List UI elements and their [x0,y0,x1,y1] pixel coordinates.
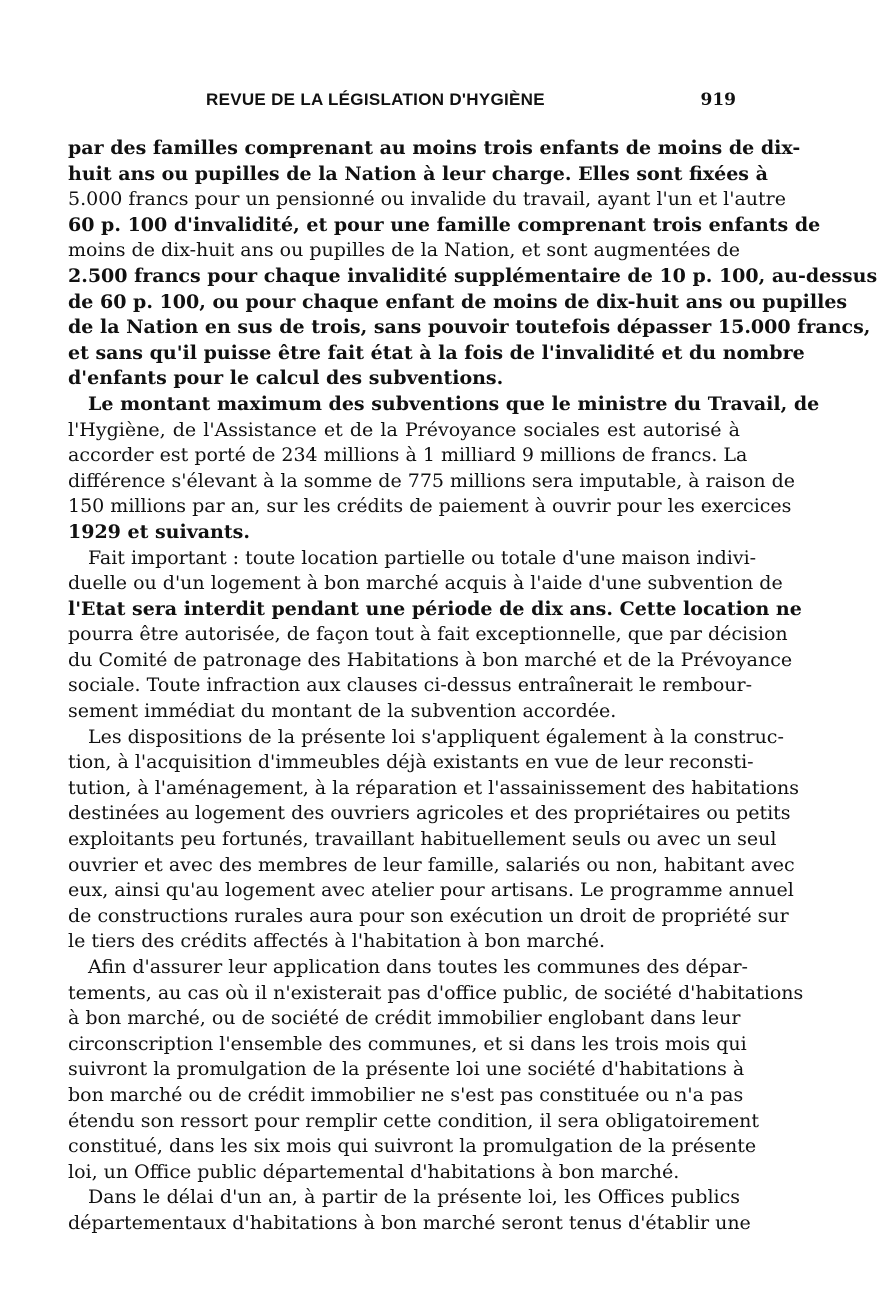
text-line: de constructions rurales aura pour son exécution un droit de propriété sur [68,904,789,927]
text-line: sement immédiat du montant de la subvention accordée. [68,700,617,723]
running-header [68,90,740,118]
text-line: circonscription l'ensemble des communes, et si dans les trois mois qui [68,1032,747,1055]
text-line: le tiers des crédits affectés à l'habitation à bon marché. [68,930,606,953]
text-line: bon marché ou de crédit immobilier ne s'est pas constituée ou n'a pas [68,1083,744,1106]
text-line: exploitants peu fortunés, travaillant habituellement seuls ou avec un seul [68,828,777,851]
text-line: de 60 p. 100, ou pour chaque enfant de moins de dix-huit ans ou pupilles [68,290,848,313]
text-line: départementaux d'habitations à bon marché seront tenus d'établir une [68,1211,751,1234]
text-line: 2.500 francs pour chaque invalidité supplémentaire de 10 p. 100, au-dessus [68,264,877,287]
text-line: constitué, dans les six mois qui suivront la promulgation de la présente [68,1135,757,1158]
text-line: Afin d'assurer leur application dans toutes les communes des dépar- [88,956,748,978]
text-line: différence s'élevant à la somme de 775 millions sera imputable, à raison de [68,469,796,492]
text-line: loi, un Office public départemental d'habitations à bon marché. [68,1160,680,1183]
text-line: Dans le délai d'un an, à partir de la présente loi, les Offices publics [88,1186,740,1209]
text-line: Les dispositions de la présente loi s'appliquent également à la construc- [88,725,784,748]
text-line: 150 millions par an, sur les crédits de paiement à ouvrir pour les exercices [68,495,792,518]
text-line: ouvrier et avec des membres de leur famille, salariés ou non, habitant avec [68,853,795,876]
text-line: 60 p. 100 d'invalidité, et pour une famille comprenant trois enfants de [68,213,821,236]
text-line: pourra être autorisée, de façon tout à fait exceptionnelle, que par décision [68,623,788,646]
text-line: 5.000 francs pour un pensionné ou invalide du travail, ayant l'un et l'autre [68,188,787,211]
text-line: Fait important : toute location partielle ou totale d'une maison indivi- [88,546,757,569]
text-line: d'enfants pour le calcul des subventions. [68,367,504,390]
text-line: et sans qu'il puisse être fait état à la fois de l'invalidité et du nombre [68,341,805,364]
text-line: 1929 et suivants. [68,520,250,543]
text-line: tion, à l'acquisition d'immeubles déjà existants en vue de leur reconsti- [68,751,754,774]
text-line: Le montant maximum des subventions que le ministre du Travail, de [88,392,820,415]
text-line: accorder est porté de 234 millions à 1 milliard 9 millions de francs. La [68,444,748,467]
paragraph-public-office [68,955,804,1185]
text-line: l'Etat sera interdit pendant une période de dix ans. Cette location ne [68,597,802,620]
paragraph-rural-housing [68,725,800,955]
text-line: par des familles comprenant au moins trois enfants de moins de dix- [68,137,801,159]
text-line: eux, ainsi qu'au logement avec atelier pour artisans. Le programme annuel [68,879,794,902]
text-line: l'Hygiène, de l'Assistance et de la Prévoyance sociales est autorisé à [68,418,740,441]
text-line: à bon marché, ou de société de crédit immobilier englobant dans leur [68,1007,741,1030]
paragraph-families [68,136,877,392]
paragraph-rental-ban [68,546,802,725]
paragraph-deadline [68,1185,751,1236]
journal-title: REVUE DE LA LÉGISLATION D'HYGIÈNE [206,90,545,109]
text-line: de la Nation en sus de trois, sans pouvoir toutefois dépasser 15.000 francs, [68,316,871,339]
text-line: moins de dix-huit ans ou pupilles de la Nation, et sont augmentées de [68,239,741,262]
text-line: duelle ou d'un logement à bon marché acquis à l'aide d'une subvention de [68,572,783,595]
text-line: sociale. Toute infraction aux clauses ci-dessus entraînerait le rembour- [68,674,752,697]
text-line: tution, à l'aménagement, à la réparation et l'assainissement des habitations [68,776,800,799]
text-line: tements, au cas où il n'existerait pas d'office public, de société d'habitations [68,981,804,1004]
text-line: huit ans ou pupilles de la Nation à leur charge. Elles sont fixées à [68,162,768,185]
text-line: du Comité de patronage des Habitations à bon marché et de la Prévoyance [68,648,793,671]
paragraph-subsidy-amount [68,392,820,546]
text-line: destinées au logement des ouvriers agricoles et des propriétaires ou petits [68,802,791,825]
page-number: 919 [700,90,736,110]
text-line: étendu son ressort pour remplir cette condition, il sera obligatoirement [68,1109,759,1132]
text-line: suivront la promulgation de la présente loi une société d'habitations à [68,1058,745,1081]
body-text [68,136,877,1237]
